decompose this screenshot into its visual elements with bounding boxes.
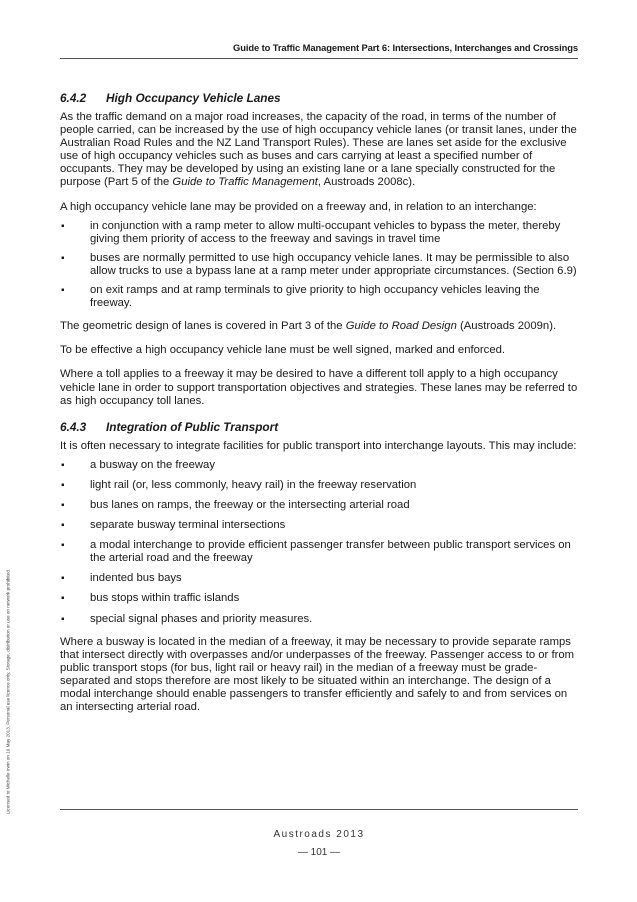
list-item [60,499,578,512]
list-item [60,539,578,565]
running-header: Guide to Traffic Management Part 6: Intersections, Interchanges and Crossings [233,42,578,53]
list-item [60,519,578,532]
list-item [60,459,578,472]
paragraph: It is often necessary to integrate facilities for public transport into interchange layouts. This may include: [60,439,577,452]
list-item [60,220,578,246]
bullet-icon: ▪ [61,479,65,491]
section-number: 6.4.3 [60,419,87,434]
bullet-icon: ▪ [61,593,65,605]
paragraph: To be effective a high occupancy vehicle lane must be well signed, marked and enforced. [60,344,506,357]
list-item-text: separate busway terminal intersections [90,519,286,532]
reference-title: Guide to Traffic Management [172,176,318,189]
bullet-list [60,459,578,626]
paragraph: Where a toll applies to a freeway it may be desired to have a different toll apply to a high occupancy vehicle lane in order to support transportation objectives and strategies. These lanes may be referred to as high occupancy toll lanes. [60,368,578,407]
bullet-icon: ▪ [61,252,65,264]
list-item [60,252,578,278]
bullet-icon: ▪ [61,613,65,625]
paragraph [60,320,578,333]
list-item-text: light rail (or, less commonly, heavy rail) in the freeway reservation [90,478,417,491]
section-number: 6.4.2 [60,91,87,105]
bullet-icon: ▪ [61,520,65,532]
list-item-text: bus lanes on ramps, the freeway or the intersecting arterial road [90,498,410,511]
bullet-list [60,220,578,311]
paragraph: A high occupancy vehicle lane may be provided on a freeway and, in relation to an interchange: [60,200,537,213]
section-title: High Occupancy Vehicle Lanes [106,91,281,105]
list-item-text: buses are normally permitted to use high occupancy vehicle lanes. It may be permissible to also allow trucks to use a bypass lane at a ramp meter under appropriate circumstances. (Section 6.9) [90,251,577,277]
list-item-text: in conjunction with a ramp meter to allow multi-occupant vehicles to bypass the meter, thereby giving them priority of access to the freeway and savings in travel time [90,219,561,245]
list-item-text: indented bus bays [90,572,182,585]
paragraph-text: The geometric design of lanes is covered in Part 3 of the [60,320,346,333]
section-heading-6-4-3 [60,420,578,434]
bullet-icon: ▪ [61,573,65,585]
bullet-icon: ▪ [61,459,65,471]
list-item [60,613,578,626]
page-body [60,91,578,725]
footer-organisation: Austroads 2013 [273,829,365,840]
list-item [60,572,578,585]
paragraph-text: , Austroads 2008c). [317,176,416,189]
section-title: Integration of Public Transport [106,419,279,434]
list-item [60,592,578,605]
licence-notice: Licensed to Michelle Irwin on 10 May 2013. Personal use licence only. Storage, distribution or use on network prohibited. [5,568,11,815]
bullet-icon: ▪ [61,220,65,232]
footer-divider [60,809,578,810]
paragraph-text: As the traffic demand on a major road increases, the capacity of the road, in terms of the number of people carried, can be increased by the use of high occupancy vehicle lanes (or transit lanes, under the Australian Road Rules and the NZ Land Transport Rules). These are lanes set aside for the exclusive use of high occupancy vehicles such as buses and cars carrying at least a specified number of occupants. They may be developed by using an existing lane or a lane specially constructed for the purpose (Part 5 of the [60,111,577,189]
list-item-text: on exit ramps and at ramp terminals to give priority to high occupancy vehicles leaving the freeway. [90,284,540,310]
bullet-icon: ▪ [61,499,65,511]
bullet-icon: ▪ [61,540,65,552]
paragraph: Where a busway is located in the median of a freeway, it may be necessary to provide separate ramps that intersect directly with overpasses and/or underpasses of the freeway. Passenger access to or from public transport stops (for bus, light rail or heavy rail) in the median of a freeway must be grade-separated and stops therefore are most likely to be situated within an interchange. The design of a modal interchange should enable passengers to transfer efficiently and safely to and from services on an intersecting arterial road. [60,635,575,714]
list-item [60,284,578,310]
paragraph [60,111,578,190]
reference-title: Guide to Road Design [345,320,457,333]
list-item-text: bus stops within traffic islands [90,592,240,605]
section-heading-6-4-2 [60,91,578,105]
list-item-text: a modal interchange to provide efficient passenger transfer between public transport services on the arterial road and the freeway [90,539,571,565]
list-item-text: special signal phases and priority measures. [90,612,313,625]
page-number: — 101 — [297,847,341,858]
paragraph-text: (Austroads 2009n). [456,320,557,333]
list-item-text: a busway on the freeway [90,458,215,471]
list-item [60,479,578,492]
header-divider [60,58,578,59]
bullet-icon: ▪ [61,285,65,297]
